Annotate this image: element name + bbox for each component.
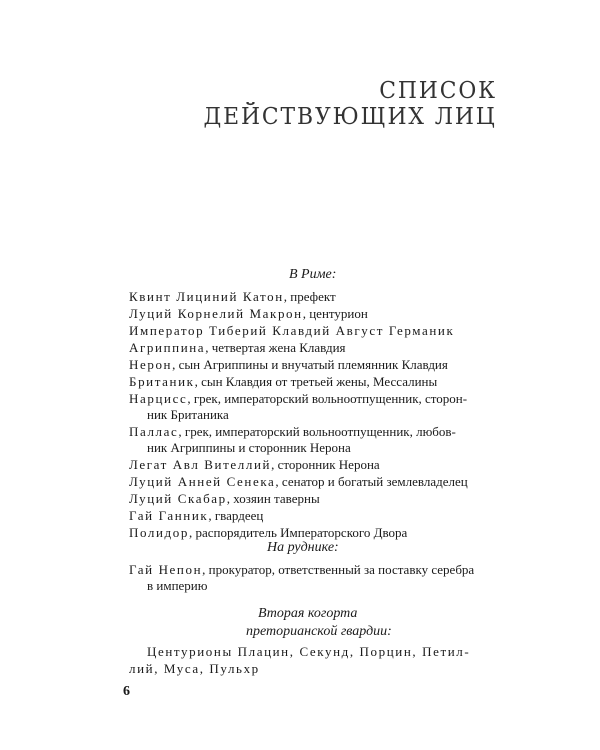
character-entry: Луций Корнелий Макрон, центурион: [129, 306, 368, 321]
section-heading-mines: На руднике:: [267, 540, 339, 555]
character-description: грек, императорский вольноотпущенник, любов-: [184, 424, 456, 439]
character-description-continued: ник Агриппины и сторонник Нерона: [147, 440, 351, 455]
character-entry: Луций Анней Сенека, сенатор и богатый землевладелец: [129, 474, 468, 489]
character-name: Гай Непон: [129, 562, 203, 577]
character-description: центурион: [309, 306, 368, 321]
character-entry: Полидор, распорядитель Императорского Двора: [129, 525, 408, 540]
character-entry: [129, 323, 501, 339]
character-name: Луций Анней Сенека: [129, 474, 276, 489]
character-name: Нерон: [129, 357, 173, 372]
title-line-1: СПИСОК: [379, 78, 497, 104]
character-entry: Луций Скабар, хозяин таверны: [129, 491, 320, 506]
character-name: Легат Авл Вителлий: [129, 457, 272, 472]
title-line-2: ДЕЙСТВУЮЩИХ ЛИЦ: [203, 104, 497, 130]
character-description: распорядитель Императорского Двора: [195, 525, 408, 540]
character-name: Луций Скабар: [129, 491, 227, 506]
character-description: хозяин таверны: [233, 491, 320, 506]
character-description: сторонник Нерона: [277, 457, 380, 472]
character-description: сенатор и богатый землевладелец: [281, 474, 468, 489]
character-entry: Агриппина, четвертая жена Клавдия: [129, 340, 346, 355]
character-entry: Легат Авл Вителлий, сторонник Нерона: [129, 457, 380, 472]
character-name: Квинт Лициний Катон: [129, 289, 284, 304]
character-description: прокуратор, ответственный за поставку серебра: [208, 562, 475, 577]
page-number: 6: [123, 684, 130, 699]
section-heading-cohort-line-1: Вторая когорта: [258, 606, 358, 621]
character-entry: Британик, сын Клавдия от третьей жены, Мессалины: [129, 374, 438, 389]
character-description: гвардеец: [214, 508, 264, 523]
character-entry: Гай Ганник, гвардеец: [129, 508, 264, 523]
character-name: Луций Корнелий Макрон: [129, 306, 303, 321]
character-name: Полидор: [129, 525, 189, 540]
character-entry: Паллас, грек, императорский вольноотпущенник, любов-: [129, 424, 456, 439]
section-heading-rome: В Риме:: [289, 267, 337, 282]
character-description: префект: [290, 289, 336, 304]
character-entry: Нерон, сын Агриппины и внучатый племянник Клавдия: [129, 357, 448, 372]
centurions-line-2: лий, Муса, Пульхр: [129, 661, 260, 676]
character-description: грек, императорский вольноотпущенник, сторон-: [193, 391, 468, 406]
character-entry: Квинт Лициний Катон, префект: [129, 289, 336, 304]
section-heading-cohort-line-2: преторианской гвардии:: [246, 624, 392, 639]
character-description-continued: в империю: [147, 578, 208, 593]
character-name: Агриппина: [129, 340, 206, 355]
character-name: Император Тиберий Клавдий Август Германик: [129, 323, 455, 338]
character-entry: Нарцисс, грек, императорский вольноотпущенник, сторон-: [129, 391, 468, 406]
character-description: четвертая жена Клавдия: [211, 340, 346, 355]
character-name: Гай Ганник: [129, 508, 209, 523]
character-name: Британик: [129, 374, 195, 389]
character-name: Паллас: [129, 424, 179, 439]
character-description-continued: ник Британика: [147, 407, 229, 422]
centurions-line-1: Центурионы Плацин, Секунд, Порцин, Петил-: [147, 644, 471, 659]
character-name: Нарцисс: [129, 391, 188, 406]
character-entry: Гай Непон, прокуратор, ответственный за поставку серебра: [129, 562, 475, 577]
character-description: сын Клавдия от третьей жены, Мессалины: [201, 374, 438, 389]
character-description: сын Агриппины и внучатый племянник Клавдия: [178, 357, 448, 372]
